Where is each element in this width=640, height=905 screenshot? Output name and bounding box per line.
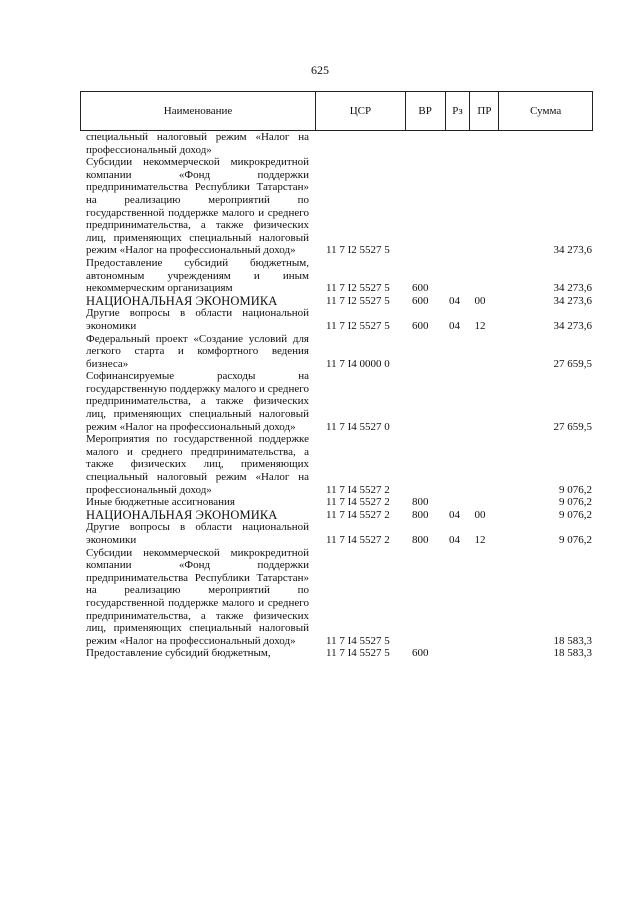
row-rz: 04 xyxy=(449,508,460,521)
header-name: Наименование xyxy=(81,92,316,130)
row-sum: 9 076,2 xyxy=(559,483,592,496)
row-vr: 600 xyxy=(412,282,429,295)
table-row xyxy=(86,257,593,295)
row-vr: 800 xyxy=(412,496,429,509)
row-name: НАЦИОНАЛЬНАЯ ЭКОНОМИКА xyxy=(86,293,278,308)
header-pr: ПР xyxy=(470,92,499,130)
table-row xyxy=(86,370,593,433)
row-name: Предоставление субсидий бюджетным, xyxy=(86,647,271,660)
table-row xyxy=(86,521,593,546)
header-sum: Сумма xyxy=(530,105,562,117)
row-pr: 00 xyxy=(474,294,486,307)
row-sum: 18 583,3 xyxy=(553,647,592,660)
row-pr: 12 xyxy=(474,319,486,332)
header-vr: ВР xyxy=(406,92,446,130)
row-rz: 04 xyxy=(449,534,460,546)
table-header xyxy=(80,91,593,131)
row-vr: 800 xyxy=(412,534,429,546)
table-row xyxy=(86,509,593,522)
table-row xyxy=(86,333,593,371)
row-sum: 27 659,5 xyxy=(553,357,592,370)
row-csr: 11 7 I2 5527 5 xyxy=(326,294,390,307)
row-name: НАЦИОНАЛЬНАЯ ЭКОНОМИКА xyxy=(86,507,278,522)
row-csr: 11 7 I4 5527 5 xyxy=(326,634,390,647)
row-name: Субсидии некоммерческой микрокредитной компании «Фонд поддержки предпринимательства Республики Татарстан» на реализацию мероприятий по государственной поддержке малого и среднего предпринимательства, а также физических лиц, применяющих специальный налоговый режим «Налог на профессиональный доход» xyxy=(86,546,309,647)
row-name: специальный налоговый режим «Налог на профессиональный доход» xyxy=(86,131,309,156)
row-csr: 11 7 I4 5527 2 xyxy=(326,483,390,496)
table-row xyxy=(86,647,593,660)
row-sum: 34 273,6 xyxy=(553,319,592,332)
row-csr: 11 7 I4 5527 2 xyxy=(326,534,390,546)
row-csr: 11 7 I2 5527 5 xyxy=(326,244,390,257)
table-row xyxy=(86,496,593,509)
row-pr: 00 xyxy=(474,508,486,521)
row-csr: 11 7 I4 5527 2 xyxy=(326,496,390,509)
table-row xyxy=(86,307,593,332)
table-row xyxy=(86,295,593,308)
row-name: Софинансируемые расходы на государственную поддержку малого и среднего предпринимательства, а также физических лиц, применяющих специальный налоговый режим «Налог на профессиональный доход» xyxy=(86,370,309,433)
row-name: Федеральный проект «Создание условий для легкого старта и комфортного ведения бизнеса» xyxy=(86,332,309,370)
row-csr: 11 7 I2 5527 5 xyxy=(326,282,390,295)
table-body xyxy=(86,131,593,660)
row-name: Субсидии некоммерческой микрокредитной компании «Фонд поддержки предпринимательства Республики Татарстан» на реализацию мероприятий по государственной поддержке малого и среднего предпринимательства, а также физических лиц, применяющих специальный налоговый режим «Налог на профессиональный доход» xyxy=(86,156,309,257)
row-vr: 800 xyxy=(412,508,429,521)
row-sum: 18 583,3 xyxy=(553,634,592,647)
table-row xyxy=(86,131,593,156)
row-vr: 600 xyxy=(412,319,429,332)
row-csr: 11 7 I4 5527 2 xyxy=(326,508,390,521)
row-rz: 04 xyxy=(449,319,460,332)
table-row xyxy=(86,547,593,648)
row-csr: 11 7 I2 5527 5 xyxy=(326,319,390,332)
table-row xyxy=(86,156,593,257)
row-sum: 27 659,5 xyxy=(553,420,592,433)
row-csr: 11 7 I4 5527 0 xyxy=(326,420,390,433)
row-sum: 9 076,2 xyxy=(559,508,592,521)
row-name: Мероприятия по государственной поддержке малого и среднего предпринимательства, а также физических лиц, применяющих специальный налоговый режим «Налог на профессиональный доход» xyxy=(86,433,309,496)
row-name: Иные бюджетные ассигнования xyxy=(86,496,235,509)
row-name: Предоставление субсидий бюджетным, автономным учреждениям и иным некоммерческим организациям xyxy=(86,256,309,295)
row-sum: 34 273,6 xyxy=(553,282,592,295)
row-sum: 9 076,2 xyxy=(559,496,592,509)
row-pr: 12 xyxy=(474,534,486,546)
row-sum: 34 273,6 xyxy=(553,294,592,307)
table-row xyxy=(86,433,593,496)
header-rz: Рз xyxy=(446,92,471,130)
row-vr: 600 xyxy=(412,647,429,660)
row-sum: 9 076,2 xyxy=(559,534,592,546)
row-name: Другие вопросы в области национальной экономики xyxy=(86,307,309,332)
row-sum: 34 273,6 xyxy=(553,244,592,257)
row-csr: 11 7 I4 5527 5 xyxy=(326,647,390,660)
page-number: 625 xyxy=(311,63,329,77)
row-rz: 04 xyxy=(449,294,460,307)
header-csr: ЦСР xyxy=(316,92,406,130)
row-name: Другие вопросы в области национальной экономики xyxy=(86,521,309,546)
row-vr: 600 xyxy=(412,294,429,307)
row-csr: 11 7 I4 0000 0 xyxy=(326,357,390,370)
